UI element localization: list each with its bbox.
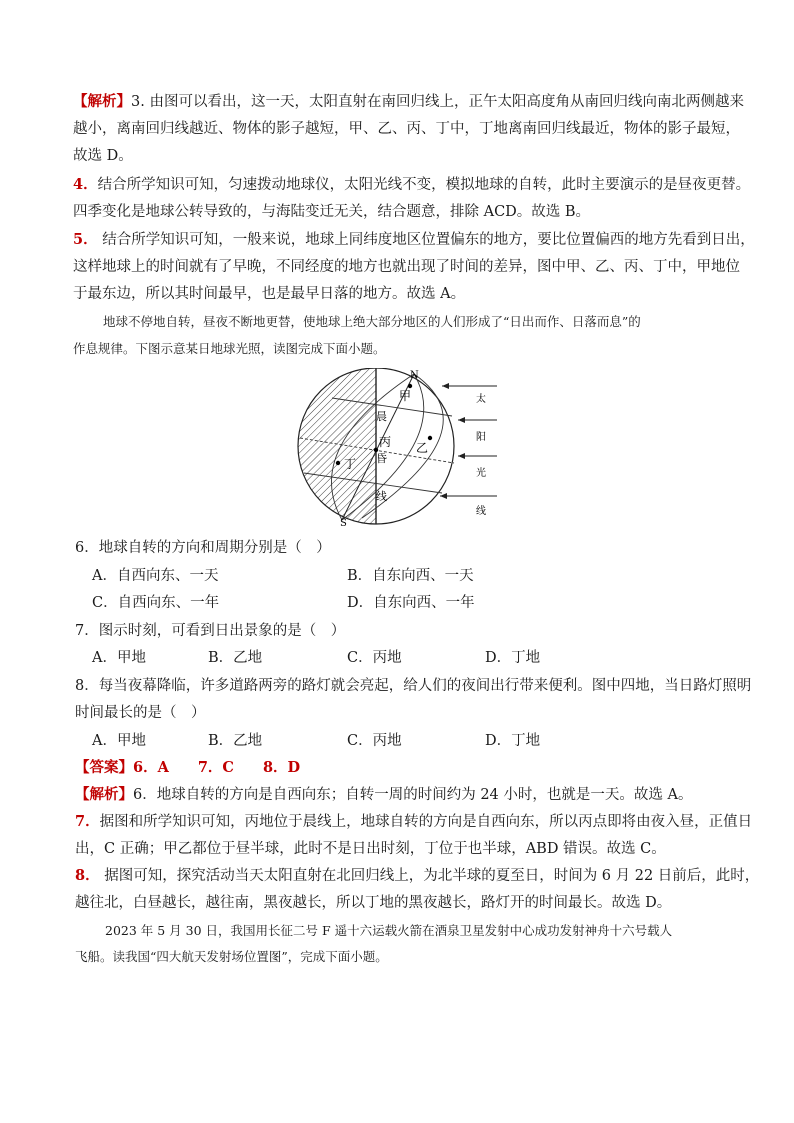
question-6-option-a[interactable]: A．自西向东、一天	[92, 568, 219, 584]
intro2-line-1: 2023 年 5 月 30 日，我国用长征二号 F 遥十六运载火箭在酒泉卫星发射中心成功发射神舟十六号载人	[105, 923, 673, 938]
intro-line-1: 地球不停地自转，昼夜不断地更替，使地球上绝大部分地区的人们形成了“日出而作、日落而息”的	[103, 314, 641, 329]
analysis-3-line-3: 故选 D。	[73, 148, 133, 164]
intro-line-2: 作息规律。下图示意某日地球光照，读图完成下面小题。	[73, 341, 386, 356]
question-6-option-c[interactable]: C．自西向东、一年	[92, 595, 220, 611]
analysis-3-line-2: 越小，离南回归线越近、物体的影子越短，甲、乙、丙、丁中，丁地离南回归线最近，物体的影子最短，	[73, 121, 740, 137]
label-hun: 昏	[376, 452, 387, 465]
label-sun-4: 线	[476, 506, 486, 517]
question-8-line-1: 8．每当夜幕降临，许多道路两旁的路灯就会亮起，给人们的夜间出行带来便利。图中四地，当日路灯照明	[75, 678, 752, 694]
question-6-stem: 6．地球自转的方向和周期分别是（ ）	[75, 540, 331, 556]
question-8-option-b[interactable]: B．乙地	[208, 733, 263, 749]
point-ding	[336, 461, 340, 465]
analysis-8-line-1: 8． 据图可知，探究活动当天太阳直射在北回归线上，为北半球的夏至日，时间为 6 月 22 日前后，此时，	[75, 867, 760, 884]
point-yi	[428, 436, 432, 440]
analysis-tag: 【解析】	[73, 93, 131, 110]
intro2-line-2: 飞船。读我国“四大航天发射场位置图”，完成下面小题。	[75, 949, 388, 964]
label-north: N	[410, 370, 419, 381]
question-8-line-2: 时间最长的是（ ）	[75, 705, 206, 721]
point-jia	[408, 384, 412, 388]
analysis-4-line-1: 4．结合所学知识可知，匀速拨动地球仪，太阳光线不变，模拟地球的自转，此时主要演示的是昼夜更替。	[73, 176, 751, 193]
question-8-option-d[interactable]: D．丁地	[485, 733, 541, 749]
question-7-option-c[interactable]: C．丙地	[347, 650, 402, 666]
sun-ray-1-arrow	[442, 383, 449, 389]
label-bing: 丙	[379, 435, 392, 449]
analysis-7-line-2: 出，C 正确；甲乙都位于昼半球，此时不是日出时刻，丁位于也半球，ABD 错误。故选 C。	[75, 841, 666, 857]
sun-ray-2-arrow	[458, 417, 465, 423]
question-7-option-d[interactable]: D．丁地	[485, 650, 541, 666]
question-6-option-b[interactable]: B．自东向西、一天	[347, 568, 474, 584]
sun-ray-4-arrow	[440, 493, 447, 499]
analysis-5-line-3: 于最东边，所以其时间最早，也是最早日落的地方。故选 A。	[73, 286, 466, 302]
analysis-6-line: 【解析】6．地球自转的方向是自西向东；自转一周的时间约为 24 小时，也就是一天。故选 A。	[75, 786, 693, 803]
question-6-option-d[interactable]: D．自东向西、一年	[347, 595, 475, 611]
question-7-option-b[interactable]: B．乙地	[208, 650, 263, 666]
analysis-5-line-1: 5． 结合所学知识可知，一般来说，地球上同纬度地区位置偏东的地方，要比位置偏西的地方先看到日出，	[73, 231, 755, 248]
label-sun-2: 阳	[476, 432, 486, 443]
label-sun-3: 光	[476, 468, 486, 479]
analysis-4-line-2: 四季变化是地球公转导致的，与海陆变迁无关，结合题意，排除 ACD。故选 B。	[73, 204, 591, 220]
label-jia: 甲	[399, 389, 412, 403]
label-south: S	[340, 518, 347, 528]
question-8-option-c[interactable]: C．丙地	[347, 733, 402, 749]
sun-ray-3-arrow	[458, 453, 465, 459]
earth-illumination-figure	[292, 368, 502, 528]
label-sun-1: 太	[476, 394, 486, 405]
label-chen: 晨	[376, 410, 387, 423]
question-7-option-a[interactable]: A．甲地	[92, 650, 146, 666]
answer-line: 【答案】6．A 7．C 8．D	[75, 759, 301, 776]
question-8-option-a[interactable]: A．甲地	[92, 733, 146, 749]
label-xian: 线	[376, 490, 387, 503]
analysis-8-line-2: 越往北，白昼越长，越往南，黑夜越长，所以丁地的黑夜越长，路灯开的时间最长。故选 D。	[75, 895, 672, 911]
analysis-3-line-1: 【解析】3. 由图可以看出，这一天，太阳直射在南回归线上，正午太阳高度角从南回归线向南北两侧越来	[73, 93, 744, 110]
label-ding: 丁	[344, 457, 357, 471]
question-7-stem: 7．图示时刻，可看到日出景象的是（ ）	[75, 623, 346, 639]
analysis-5-line-2: 这样地球上的时间就有了早晚，不同经度的地方也就出现了时间的差异，图中甲、乙、丙、丁中，甲地位	[73, 259, 740, 275]
label-yi: 乙	[416, 441, 429, 455]
analysis-7-line-1: 7．据图和所学知识可知，丙地位于晨线上，地球自转的方向是自西向东，所以丙点即将由夜入昼，正值日	[75, 813, 753, 830]
